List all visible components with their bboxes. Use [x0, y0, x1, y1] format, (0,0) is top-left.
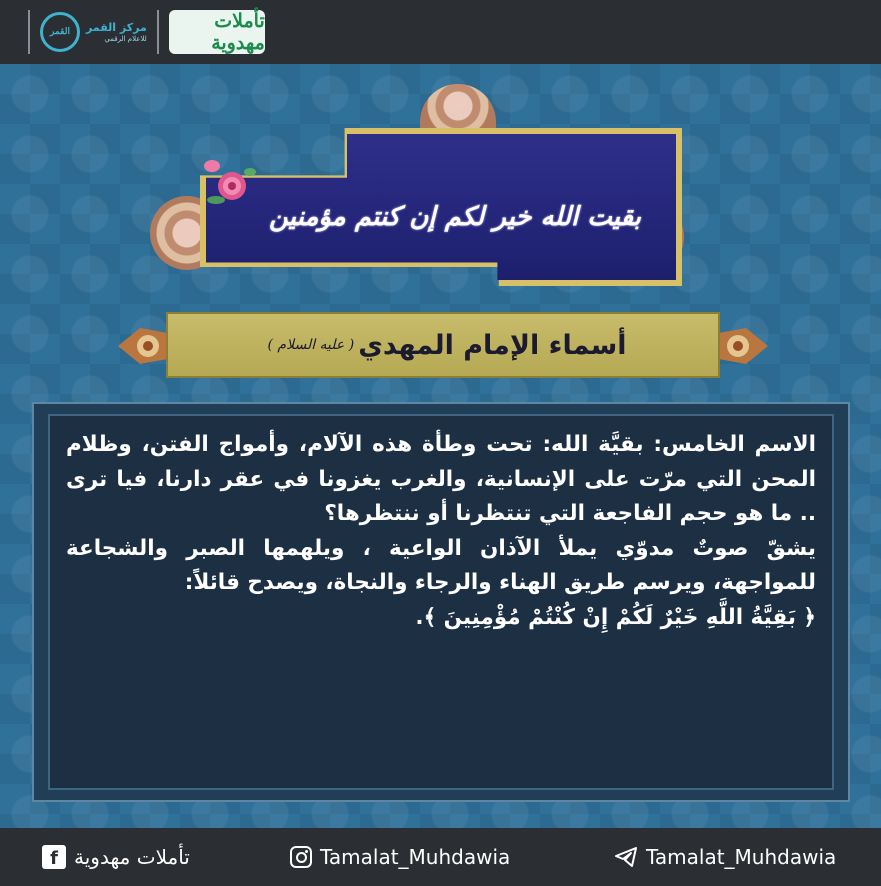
- instagram-icon: [290, 846, 312, 868]
- center-logo-subtitle: للاعلام الرقمي: [104, 34, 147, 43]
- telegram-handle: Tamalat_Muhdawia: [646, 845, 837, 869]
- title-honorific: ( عليه السلام ): [267, 337, 355, 353]
- footer-bar: [0, 828, 881, 886]
- instagram-handle: Tamalat_Muhdawia: [320, 845, 511, 869]
- center-logo-name: مركز القمر: [86, 20, 147, 34]
- divider: [157, 10, 159, 54]
- facebook-icon: f: [42, 845, 66, 869]
- header-logos: [18, 0, 265, 64]
- divider: [28, 10, 30, 54]
- center-logo-text: [86, 21, 147, 44]
- top-bar: [0, 0, 881, 64]
- telegram-link[interactable]: [614, 845, 836, 869]
- facebook-link[interactable]: [42, 845, 190, 869]
- paragraph: يشقّ صوتٌ مدوّي يملأ الآذان الواعية ، ويلهمها الصبر والشجاعة للمواجهة، ويرسم طريق الهناء والرجاء والنجاة، ويصدح قائلاً:: [66, 535, 816, 595]
- quran-quote: ﴿ بَقِيَّةُ اللَّهِ خَيْرٌ لَكُمْ إِنْ كُنْتُمْ مُؤْمِنِينَ ﴾.: [415, 604, 816, 630]
- title-main: أسماء الإمام المهدي: [358, 329, 627, 361]
- facebook-label: تأملات مهدوية: [74, 845, 190, 869]
- telegram-icon: [614, 845, 638, 869]
- page-title: [210, 318, 680, 372]
- center-logo-mark: القمر: [40, 12, 80, 52]
- calligraphy-text: بقيت الله خير لكم إن كنتم مؤمنين: [268, 202, 642, 232]
- instagram-link[interactable]: [290, 845, 510, 869]
- center-logo: [40, 12, 147, 52]
- paragraph: الاسم الخامس: بقيَّة الله: تحت وطأة هذه الآلام، وأمواج الفتن، وظلام المحن التي مرّت على الإنسانية، والغرب يغزونا في عقر دارنا، فيا ترى .. ما هو حجم الفاجعة التي تنتظرنا أو ننتظرها؟: [66, 432, 816, 526]
- brand-logo: تأملات مهدوية: [169, 10, 265, 54]
- flower-icon: [198, 156, 258, 212]
- content-text: [66, 428, 816, 635]
